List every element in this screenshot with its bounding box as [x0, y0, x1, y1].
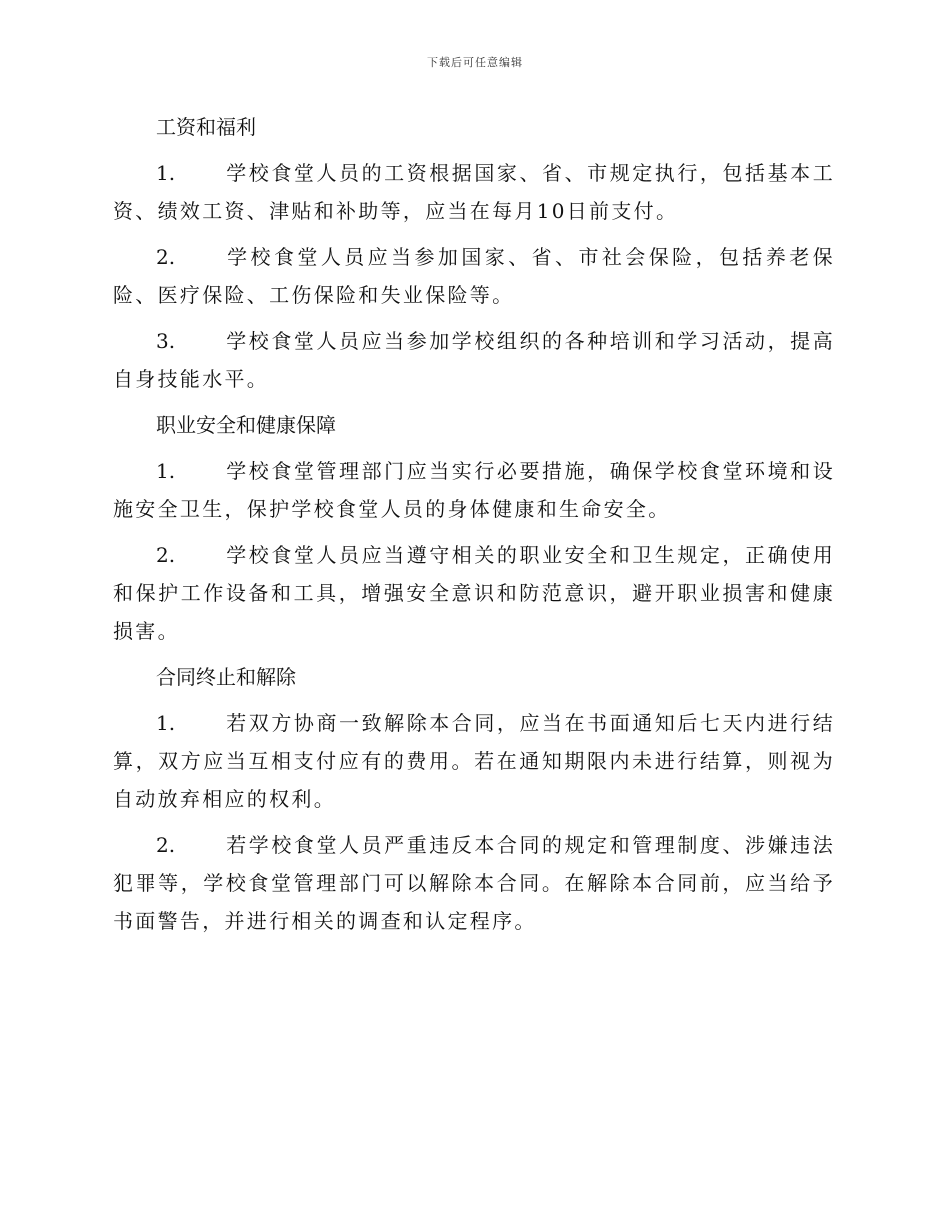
clause: [113, 826, 835, 940]
clause-number: 2.: [156, 543, 176, 567]
clause: [113, 238, 835, 314]
clause: [113, 322, 835, 398]
clause: [113, 704, 835, 818]
clause-text: 学校食堂人员应当遵守相关的职业安全和卫生规定，正确使用和保护工作设备和工具，增强安全意识和防范意识，避开职业损害和健康损害。: [113, 543, 835, 643]
clause-text: 学校食堂人员的工资根据国家、省、市规定执行，包括基本工资、绩效工资、津贴和补助等，应当在每月10日前支付。: [113, 161, 835, 223]
clause-text: 学校食堂管理部门应当实行必要措施，确保学校食堂环境和设施安全卫生，保护学校食堂人员的身体健康和生命安全。: [113, 459, 835, 521]
section-wages-benefits: [113, 108, 835, 398]
clause-text: 学校食堂人员应当参加学校组织的各种培训和学习活动，提高自身技能水平。: [113, 329, 835, 391]
clause-number: 1.: [156, 711, 176, 735]
clause-number: 1.: [156, 459, 176, 483]
section-title: 职业安全和健康保障: [156, 413, 336, 437]
clause: [113, 154, 835, 230]
section-title: 合同终止和解除: [156, 665, 296, 689]
clause-text: 若学校食堂人员严重违反本合同的规定和管理制度、涉嫌违法犯罪等，学校食堂管理部门可以解除本合同。在解除本合同前，应当给予书面警告，并进行相关的调查和认定程序。: [113, 833, 835, 933]
clause: [113, 452, 835, 528]
section-title: 工资和福利: [156, 115, 256, 139]
clause-number: 2.: [156, 833, 176, 857]
clause-text: 若双方协商一致解除本合同，应当在书面通知后七天内进行结算，双方应当互相支付应有的费用。若在通知期限内未进行结算，则视为自动放弃相应的权利。: [113, 711, 835, 811]
section-termination: [113, 658, 835, 940]
header-note: 下载后可任意编辑: [427, 56, 523, 69]
clause-number: 3.: [156, 329, 176, 353]
clause-number: 2.: [156, 245, 176, 269]
clause-text: 学校食堂人员应当参加国家、省、市社会保险，包括养老保险、医疗保险、工伤保险和失业保险等。: [113, 245, 835, 307]
section-safety-health: [113, 406, 835, 650]
clause-number: 1.: [156, 161, 176, 185]
clause: [113, 536, 835, 650]
document-body: [113, 108, 835, 948]
